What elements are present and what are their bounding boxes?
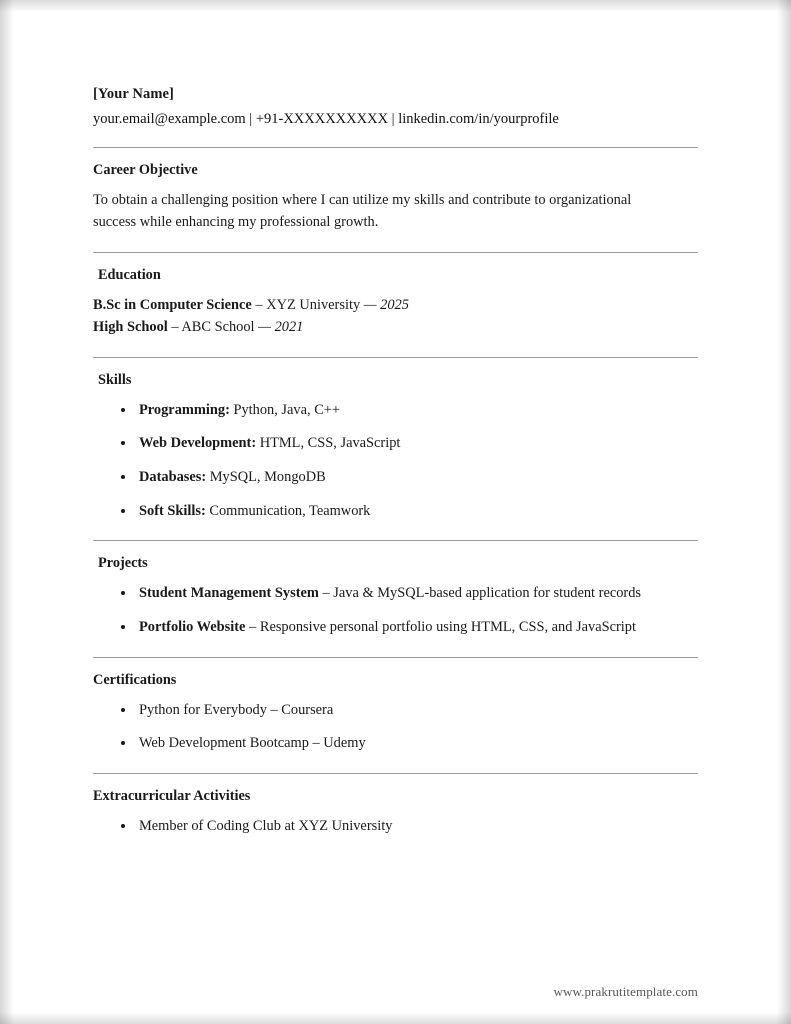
section-projects [93,555,698,638]
extracurricular-value: Member of Coding Club at XYZ University [139,818,393,835]
project-value: – Java & MySQL-based application for student records [318,585,642,602]
skill-value: HTML, CSS, JavaScript [256,435,401,452]
list-item [139,617,698,639]
skill-label: Soft Skills: [139,502,206,519]
divider-5 [93,657,698,658]
divider-1 [93,147,698,148]
list-item [139,467,698,489]
education-institution: XYZ University [266,297,361,314]
project-label: Portfolio Website [139,618,246,635]
education-dash: — [254,318,275,335]
section-title-skills: Skills [98,371,132,388]
list-item [139,583,698,605]
contact-line: your.email@example.com | +91-XXXXXXXXXX | linkedin.com/in/yourprofile [93,111,559,128]
project-label: Student Management System [139,585,319,602]
section-title-certifications: Certifications [93,671,177,688]
watermark: www.prakrutitemplate.com [553,984,698,999]
certification-value: Python for Everybody – Coursera [139,701,334,718]
education-institution: ABC School [181,318,255,335]
skill-value: MySQL, MongoDB [206,468,326,485]
certifications-list [93,700,698,755]
list-item [139,733,698,755]
page-shadow-right [777,0,791,1024]
education-degree: High School [93,318,168,335]
divider-4 [93,540,698,541]
education-dash: — [360,297,381,314]
section-certifications [93,672,698,755]
education-entry [93,295,698,317]
page-shadow-left [0,0,14,1024]
section-education [93,267,698,338]
career-objective-text: To obtain a challenging position where I can utilize my skills and contribute to organizational success while enhancing my professional growth. [93,192,632,231]
page-shadow-bottom [0,1012,791,1024]
section-title-extracurricular: Extracurricular Activities [93,787,251,804]
section-skills [93,372,698,523]
skill-label: Programming: [139,401,230,418]
divider-6 [93,773,698,774]
list-item [139,700,698,722]
skills-list [93,400,698,522]
list-item [139,400,698,422]
extracurricular-list [93,816,698,838]
skill-value: Python, Java, C++ [229,401,341,418]
education-separator: – [167,318,182,335]
education-degree: B.Sc in Computer Science [93,297,252,314]
section-career-objective [93,162,698,234]
divider-2 [93,252,698,253]
education-entry [93,317,698,339]
section-title-education: Education [98,267,161,284]
skill-label: Databases: [139,468,207,485]
section-title-career-objective: Career Objective [93,162,198,179]
resume-content [93,86,698,838]
section-extracurricular [93,788,698,838]
project-value: – Responsive personal portfolio using HTML, CSS, and JavaScript [245,618,636,635]
education-year: 2021 [274,318,304,335]
section-title-projects: Projects [98,555,148,572]
list-item [139,433,698,455]
skill-label: Web Development: [139,435,257,452]
header-block [93,86,698,129]
page-shadow-top [0,0,791,12]
skill-value: Communication, Teamwork [205,502,371,519]
projects-list [93,583,698,638]
education-year: 2025 [380,297,409,314]
education-separator: – [251,297,267,314]
divider-3 [93,357,698,358]
certification-value: Web Development Bootcamp – Udemy [139,735,366,752]
list-item [139,501,698,523]
list-item [139,816,698,838]
candidate-name: [Your Name] [93,86,174,102]
